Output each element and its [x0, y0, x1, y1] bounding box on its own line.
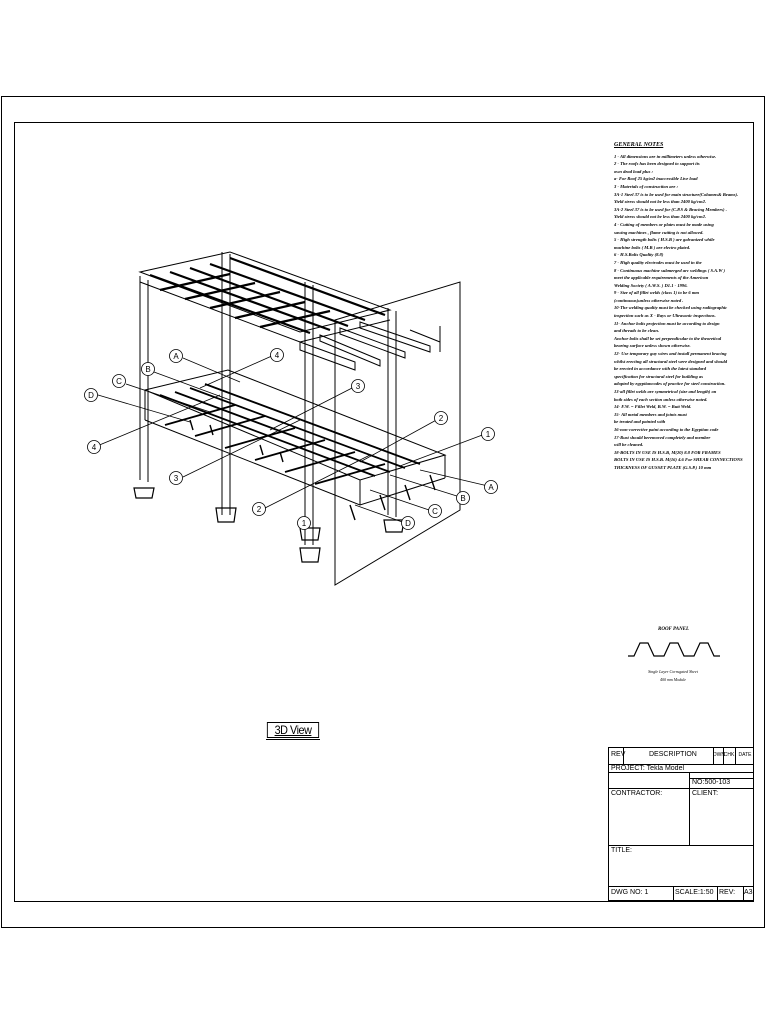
roof-panel-module: 400 mm Module — [660, 677, 686, 682]
title-block-divider — [689, 772, 690, 788]
title-block-divider — [673, 886, 674, 902]
note-line: 3A-2 Steel 37 is to be used for (C.P.S & Bracing Members) . — [614, 206, 727, 212]
no-value: 500-103 — [704, 779, 731, 786]
note-line: 3 - Materials of construction are : — [614, 183, 679, 189]
note-line: adopted by egyptiancodes of practice for steel construction. — [614, 381, 726, 387]
grid-marker-b-top — [142, 363, 155, 376]
grid-marker-label: B — [145, 365, 151, 374]
rev-header: REV — [611, 751, 626, 758]
grid-marker-label: D — [405, 519, 411, 528]
note-line: 14- F.W. = Fillet Weld, B.W. = Butt Weld. — [614, 404, 692, 410]
note-line: meet the applicable requirements of the American — [614, 275, 709, 281]
note-line: machine bolts ( M.B ) are electro plated. — [614, 244, 691, 250]
grid-marker-label: 3 — [173, 474, 179, 483]
grid-marker-label: 3 — [355, 382, 361, 391]
note-line: 8 - Continuous machine submerged arc weldings ( S.A.W ) — [614, 267, 726, 273]
grid-marker-a-top — [170, 350, 183, 363]
floor-frame-edge — [145, 420, 445, 505]
note-line: and threads to be clean. — [614, 328, 660, 334]
note-line: 6 - H.S.Bolts Quality (8.8) — [614, 252, 664, 258]
date-header: DATE — [738, 752, 752, 758]
grid-marker-label: B — [460, 494, 466, 503]
title-block-divider — [609, 886, 753, 887]
dwn-header: DWN — [713, 752, 725, 758]
grid-marker-2-left — [253, 503, 266, 516]
title-block-divider — [609, 772, 753, 773]
note-line: be erected in accordance with the latest standard — [614, 366, 706, 372]
roof-panel-label: ROOF PANEL — [658, 627, 690, 632]
grid-marker-label: A — [173, 352, 179, 361]
note-line: 17-Rust should beremoved completely and member — [614, 434, 711, 440]
title-block-divider — [609, 845, 753, 846]
grid-marker-c-bottom — [429, 505, 442, 518]
grid-marker-label: C — [432, 507, 438, 516]
grid-marker-2-top — [435, 412, 448, 425]
note-line: 5 - High strength bolts ( H.S.B ) are galvanized while — [614, 237, 715, 243]
roof-panel-profile-icon — [628, 643, 720, 656]
grid-marker-label: 1 — [485, 430, 491, 439]
grid-marker-d-bottom — [402, 517, 415, 530]
grid-marker-label: 4 — [91, 443, 97, 452]
grid-marker-4-left — [88, 441, 101, 454]
title-block-divider — [717, 886, 718, 902]
note-line: 10-The welding quality must be checked using radiographic — [614, 305, 728, 311]
note-line: (continuous)unless otherwise noted . — [614, 297, 684, 303]
sheet-size: A3 — [744, 889, 753, 896]
note-line: 15- All metal members and joints must — [614, 411, 687, 417]
note-line: 7 - High quality electrodes must be used in the — [614, 259, 702, 265]
note-line: 12- Use temporary guy wires and install permanent bracing — [614, 351, 727, 357]
project-field — [611, 765, 684, 772]
note-line: 11- Anchor bolts projection must be according to design — [614, 320, 720, 326]
grid-marker-3-top — [352, 380, 365, 393]
note-line: Welding Society ( A.W.S. ) D1.1 - 1996. — [614, 282, 688, 288]
dwg-no-label: DWG NO: — [611, 889, 643, 896]
grid-marker-3-left — [170, 472, 183, 485]
note-line: both sides of each section unless otherwise noted. — [614, 396, 708, 402]
general-notes-title: GENERAL NOTES — [614, 142, 664, 148]
roof-frame-back — [140, 252, 390, 332]
view-title: 3D View — [267, 722, 319, 738]
floor-frame-outline — [145, 370, 445, 480]
note-line: 3A-1 Steel 37 is to be used for main structure(Columns& Beams). — [614, 191, 739, 197]
scale-label: SCALE: — [675, 889, 700, 896]
dwg-no-field — [611, 889, 648, 896]
grid-marker-label: 2 — [256, 505, 262, 514]
note-line: whilst erecting all structural steel were designed and should — [614, 358, 728, 364]
wall-panel — [335, 282, 460, 585]
note-line: 4 - Cutting of members or plates must be made using — [614, 221, 714, 227]
project-value: Tekla Model — [646, 765, 685, 772]
base-plates — [134, 488, 404, 562]
contractor-label: CONTRACTOR: — [611, 790, 663, 797]
project-label: PROJECT: — [611, 765, 645, 772]
note-line: own dead load plus : — [614, 168, 654, 174]
dwg-no-value: 1 — [644, 889, 649, 896]
grid-marker-label: 2 — [438, 414, 444, 423]
title-block — [608, 747, 754, 901]
grid-marker-label: A — [488, 483, 494, 492]
roof-panel-caption: Single Layer Corrugated Sheet — [648, 669, 698, 674]
scale-field — [675, 889, 714, 896]
no-label: NO: — [692, 779, 705, 786]
title-block-divider — [689, 788, 690, 845]
note-line: Anchor bolts shall be set perpendicular to the theoretical — [614, 335, 722, 341]
cantilever-beams — [300, 322, 440, 370]
note-line: 18-BOLTS IN USE IS H.S.B, M(20) 8.8 FOR FRAMES — [614, 449, 721, 455]
grid-marker-a-bottom — [485, 481, 498, 494]
note-line: Yield stress should not be less than 2400 kg/cm2. — [614, 199, 707, 205]
note-line: bearing surface unless shown otherwise. — [614, 343, 691, 349]
note-line: a- For Roof 25 kg/m2 inaccessible Live load — [614, 176, 698, 182]
note-line: 13-all fillet welds are symmetrical (size and length) on — [614, 389, 717, 394]
scale-value: 1:50 — [699, 889, 714, 896]
grid-leader-lines — [97, 355, 488, 523]
note-line: 2 - The roofs has been designed to support its — [614, 161, 700, 167]
note-line: will be cleaned. — [614, 442, 644, 448]
description-header: DESCRIPTION — [649, 751, 697, 758]
note-line: BOLTS IN USE IS H.S.B. M(16) 4.6 For SHEAR CONNECTIONS — [614, 457, 743, 463]
note-line: 1 - All dimensions are in millimeters unless otherwise. — [614, 153, 717, 159]
grid-marker-1-left — [298, 517, 311, 530]
grid-marker-label: 1 — [301, 519, 307, 528]
note-line: Yield stress should not be less than 2400 kg/cm2. — [614, 214, 707, 220]
grid-marker-label: C — [116, 377, 122, 386]
grid-marker-label: 4 — [274, 351, 280, 360]
note-line: 16-non-corrective paint according to the Egyptian code — [614, 426, 719, 432]
grid-marker-4-top — [271, 349, 284, 362]
note-line: THICKNESS OF GUSSET PLATE (G.S.P.) 10 mm — [614, 464, 712, 470]
grid-marker-c-top — [113, 375, 126, 388]
title-label: TITLE: — [611, 847, 633, 854]
grid-marker-d-top — [85, 389, 98, 402]
note-line: be treated and painted with — [614, 419, 666, 425]
general-notes — [614, 142, 762, 472]
grid-marker-b-bottom — [457, 492, 470, 505]
rev-label: REV: — [719, 889, 736, 896]
note-line: 9 - Size of all fillet welds (class 1) to be 6 mm — [614, 290, 699, 296]
no-field — [692, 779, 730, 786]
note-line: inspection such as X - Rays or Ultrasonic inspections. — [614, 313, 716, 319]
note-line: sawing machines , flame cutting is not allowed. — [614, 229, 704, 235]
grid-marker-label: D — [88, 391, 94, 400]
grid-marker-1-top — [482, 428, 495, 441]
chk-header: CHK — [723, 752, 735, 758]
title-block-divider — [609, 788, 753, 789]
note-line: specification for structural steel for building as — [614, 373, 704, 379]
client-label: CLIENT: — [692, 790, 719, 797]
